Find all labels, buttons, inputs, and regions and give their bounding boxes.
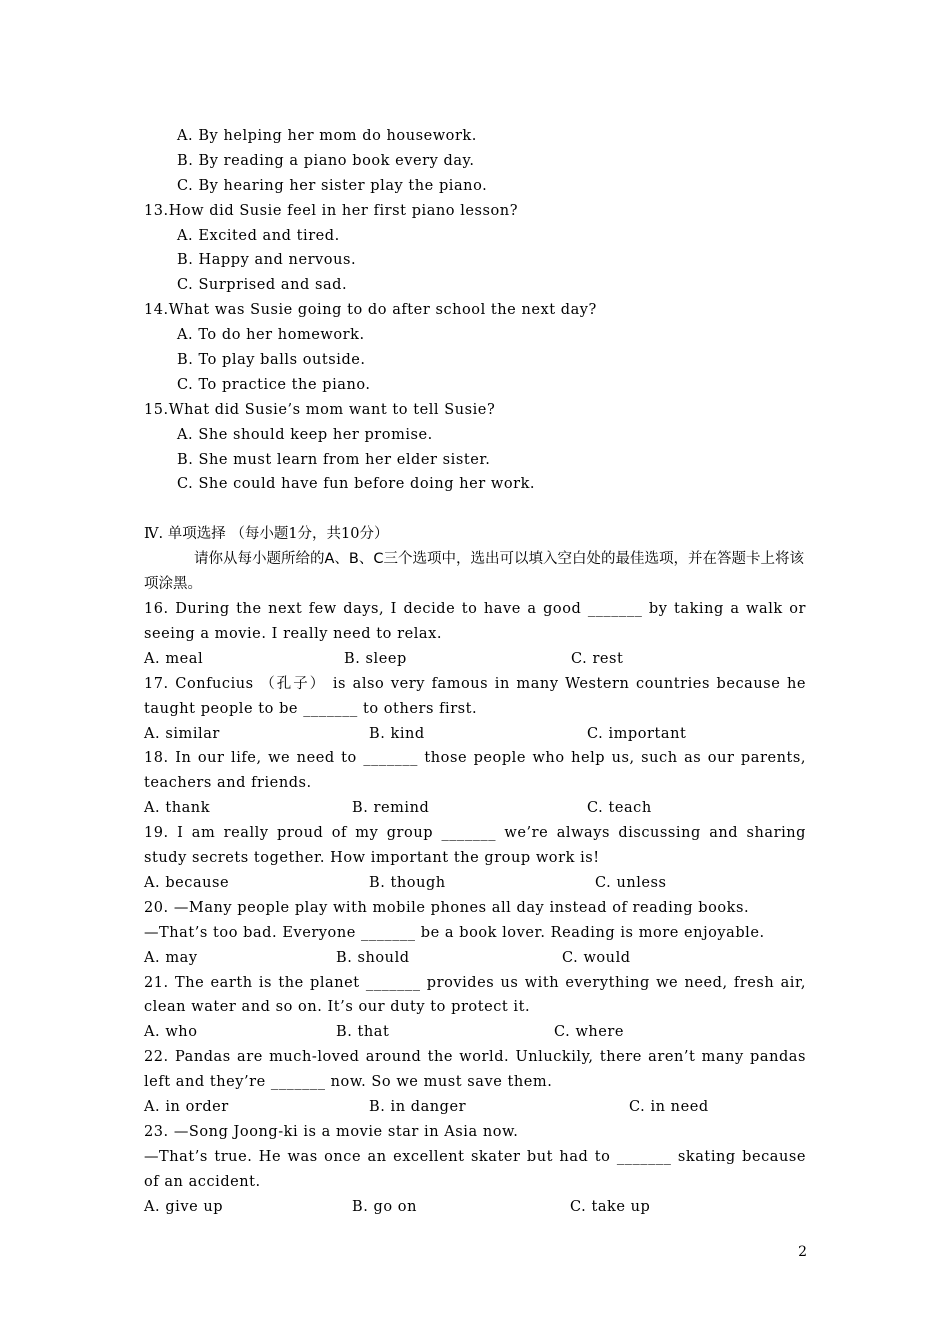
q20-option-c: C. would [562,949,631,966]
q19-option-c: C. unless [595,874,667,891]
q22-stem: 22. Pandas are much-loved around the world. Unluckily, there aren’t many pandas left and they’re _______ now. So we must save them. [144,1049,806,1091]
q12-option-c: C. By hearing her sister play the piano. [177,177,488,194]
q22-option-c: C. in need [629,1099,709,1116]
q21-options [144,1020,806,1045]
section-instructions: 请你从每小题所给的A、B、C三个选项中，选出可以填入空白处的最佳选项，并在答题卡上将该项涂黑。 [144,551,804,593]
q14-option-b: B. To play balls outside. [177,352,366,369]
q17-option-b: B. kind [369,725,425,742]
q17-stem: 17. Confucius （孔子） is also very famous in many Western countries because he taught people to be _______ to others first. [144,675,806,717]
q15-option-b: B. She must learn from her elder sister. [177,451,491,468]
q18-options [144,796,806,821]
q13-stem: 13.How did Susie feel in her first piano lesson? [144,202,519,219]
q20-stem-line1: 20. —Many people play with mobile phones all day instead of reading books. [144,899,750,916]
q18-stem: 18. In our life, we need to _______ those people who help us, such as our parents, teachers and friends. [144,750,806,792]
q21-option-b: B. that [336,1024,390,1041]
q20-options [144,946,806,971]
q12-option-b: B. By reading a piano book every day. [177,152,475,169]
q15-option-c: C. She could have fun before doing her work. [177,476,536,493]
exam-page [144,124,806,1220]
q22-option-a: A. in order [144,1099,229,1116]
q18-option-b: B. remind [352,800,430,817]
q15-option-a: A. She should keep her promise. [177,426,433,443]
q16-option-a: A. meal [144,650,204,667]
q23-stem-line2: —That’s true. He was once an excellent skater but had to _______ skating because of an accident. [144,1148,806,1190]
q19-option-b: B. though [369,874,446,891]
q17-option-a: A. similar [144,725,220,742]
q19-stem: 19. I am really proud of my group _______ we’re always discussing and sharing study secrets together. How important the group work is! [144,825,806,867]
q23-option-c: C. take up [570,1198,651,1215]
page-number: 2 [798,1244,807,1260]
q17-option-c: C. important [587,725,687,742]
q17-options [144,722,806,747]
q14-option-a: A. To do her homework. [177,327,365,344]
q16-options [144,647,806,672]
q23-stem-line1: 23. —Song Joong-ki is a movie star in Asia now. [144,1123,519,1140]
q21-option-a: A. who [144,1024,198,1041]
q22-options [144,1095,806,1120]
q12-option-a: A. By helping her mom do housework. [177,128,477,144]
q20-option-b: B. should [336,949,410,966]
q19-options [144,871,806,896]
q13-option-b: B. Happy and nervous. [177,252,357,269]
q23-option-b: B. go on [352,1198,417,1215]
q16-stem: 16. During the next few days, I decide to have a good _______ by taking a walk or seeing a movie. I really need to relax. [144,601,806,642]
section-heading: Ⅳ. 单项选择 （每小题1分，共10分） [144,526,389,543]
q13-option-a: A. Excited and tired. [177,227,340,244]
q18-option-c: C. teach [587,800,652,817]
q20-option-a: A. may [144,949,198,966]
q23-option-a: A. give up [144,1198,224,1215]
q19-option-a: A. because [144,874,230,891]
q15-stem: 15.What did Susie’s mom want to tell Susie? [144,401,496,418]
q21-option-c: C. where [554,1024,625,1041]
q21-stem: 21. The earth is the planet _______ provides us with everything we need, fresh air, clean water and so on. It’s our duty to protect it. [144,974,806,1016]
q14-option-c: C. To practice the piano. [177,376,371,393]
q22-option-b: B. in danger [369,1099,467,1116]
q23-options [144,1195,806,1220]
q16-option-c: C. rest [571,650,624,667]
q18-option-a: A. thank [144,800,211,817]
q14-stem: 14.What was Susie going to do after school the next day? [144,302,597,319]
q20-stem-line2: —That’s too bad. Everyone _______ be a book lover. Reading is more enjoyable. [144,924,765,941]
q13-option-c: C. Surprised and sad. [177,277,348,294]
q16-option-b: B. sleep [344,650,407,667]
